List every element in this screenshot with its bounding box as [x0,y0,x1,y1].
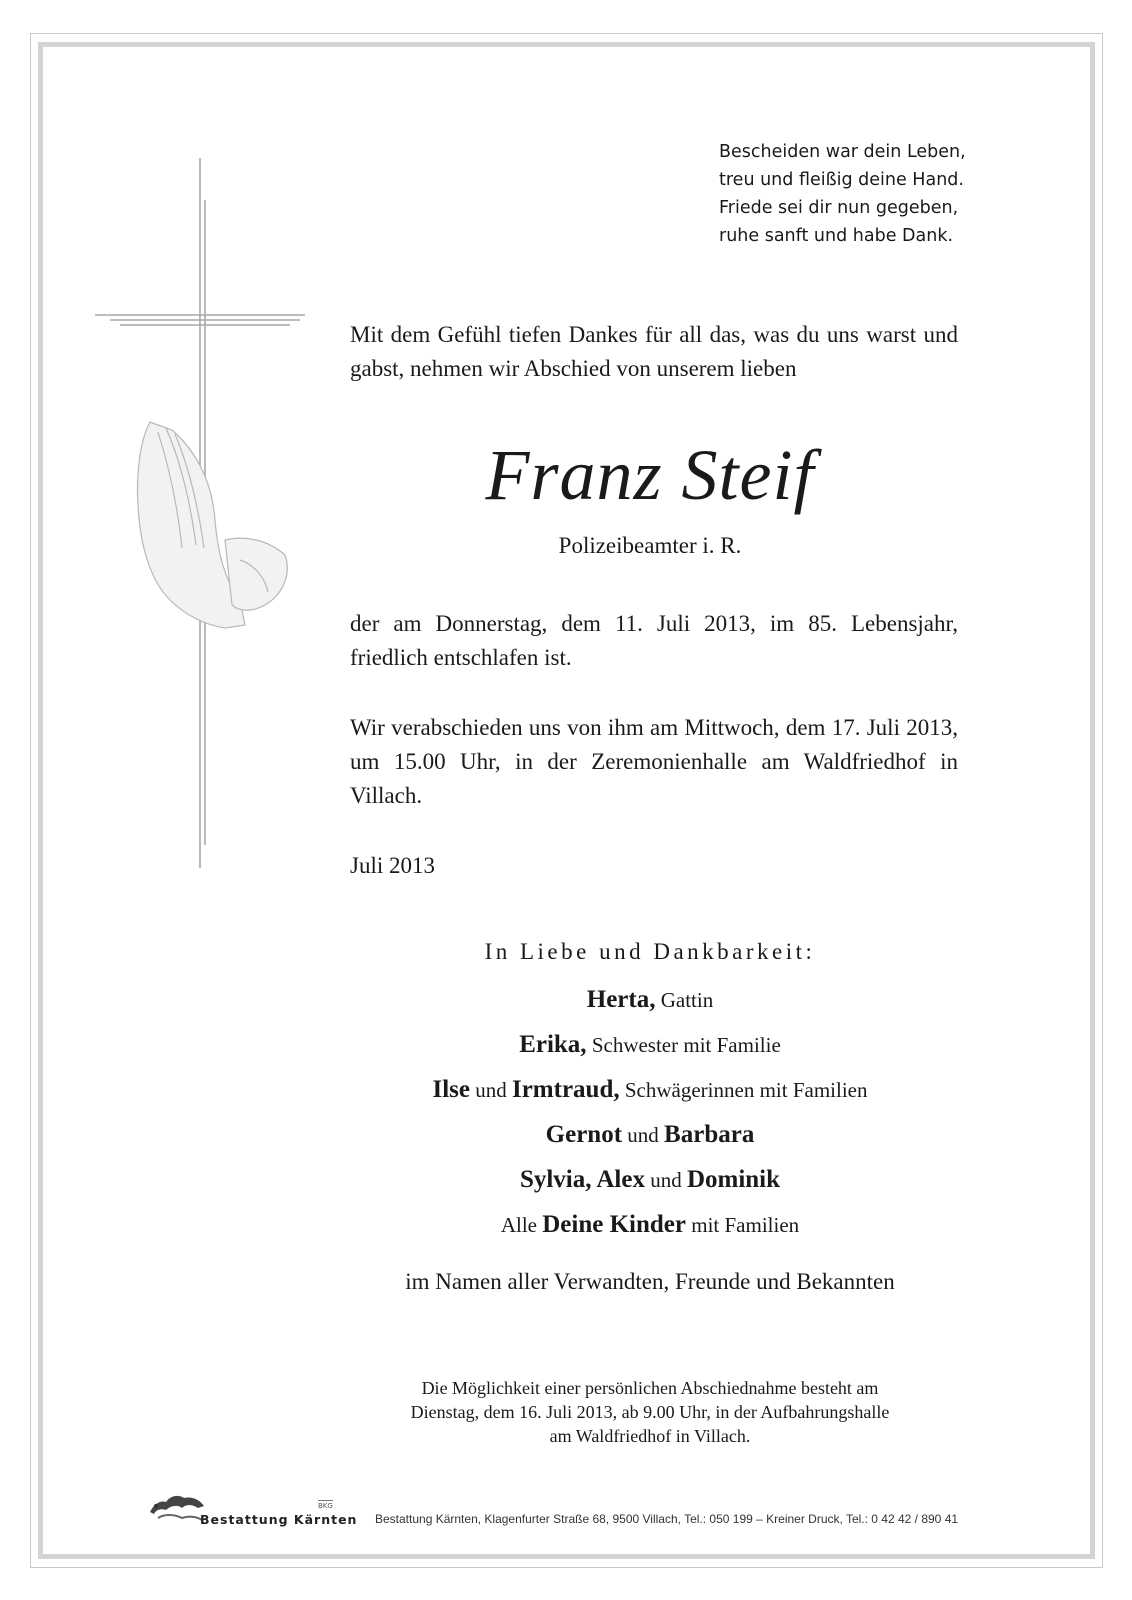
motto-line: Bescheiden war dein Leben, [719,142,966,162]
deceased-name: Franz Steif [485,435,815,515]
mourner-name: Ilse [432,1076,470,1103]
deceased-title: Polizeibeamter i. R. [558,533,742,558]
death-paragraph: der am Donnerstag, dem 11. Juli 2013, im 85. Lebensjahr, friedlich entschlafen ist. [350,611,958,670]
mourner-name: Herta, [586,986,656,1013]
mourner-name: Deine Kinder [542,1211,686,1238]
mourner-relation: Schwester mit Familie [586,1033,781,1057]
farewell-line: am Waldfriedhof in Villach. [549,1426,751,1446]
farewell-line: Dienstag, dem 16. Juli 2013, ab 9.00 Uhr, in der Aufbahrungshalle [410,1402,890,1422]
relatives-line: im Namen aller Verwandten, Freunde und Bekannten [405,1269,895,1294]
mourner-relation: mit Familien [685,1213,800,1237]
motto-verse [719,138,979,250]
motto-line: treu und fleißig deine Hand. [719,170,964,190]
bestattung-logo-icon [148,1490,208,1526]
mourner-conjunction: und [469,1078,512,1102]
mourners-heading: In Liebe und Dankbarkeit: [484,939,816,964]
logo-badge: BKG [318,1502,333,1510]
mourners-list [290,980,1010,1250]
farewell-line: Die Möglichkeit einer persönlichen Abschiednahme besteht am [421,1378,879,1398]
mourner-relation: Gattin [655,988,714,1012]
cross-icon [0,0,320,880]
mourner-prefix: Alle [500,1213,543,1237]
mourner-relation: Schwägerinnen mit Familien [619,1078,868,1102]
mourner-name: Sylvia, Alex [519,1166,645,1193]
farewell-notice [330,1376,970,1448]
mourner-name: Gernot [545,1121,623,1148]
mourner-name: Barbara [664,1121,755,1148]
mourner-row [290,1115,1010,1160]
mourner-row [290,1070,1010,1115]
funeral-paragraph: Wir verabschieden uns von ihm am Mittwoch, dem 17. Juli 2013, um 15.00 Uhr, in der Zeremonienhalle am Waldfriedhof in Villach. [350,715,958,808]
mourner-conjunction: und [644,1168,687,1192]
mourner-conjunction: und [622,1123,665,1147]
mourner-name: Erika, [519,1031,587,1058]
mourner-row [290,1025,1010,1070]
mourner-row [290,1205,1010,1250]
motto-line: Friede sei dir nun gegeben, [719,198,959,218]
mourner-row [290,980,1010,1025]
intro-text: Mit dem Gefühl tiefen Dankes für all das, was du uns warst und gabst, nehmen wir Abschied von unserem lieben [350,322,958,381]
mourner-name: Dominik [686,1166,781,1193]
motto-line: ruhe sanft und habe Dank. [719,226,954,246]
notice-date: Juli 2013 [350,853,435,878]
mourner-row [290,1160,1010,1205]
footer-contact: Bestattung Kärnten, Klagenfurter Straße 68, 9500 Villach, Tel.: 050 199 – Kreiner Druck, Tel.: 0 42 42 / 890 41 [375,1512,959,1526]
mourner-name: Irmtraud, [511,1076,620,1103]
logo-name: Bestattung Kärnten [200,1512,358,1527]
praying-hands-icon [138,422,288,628]
